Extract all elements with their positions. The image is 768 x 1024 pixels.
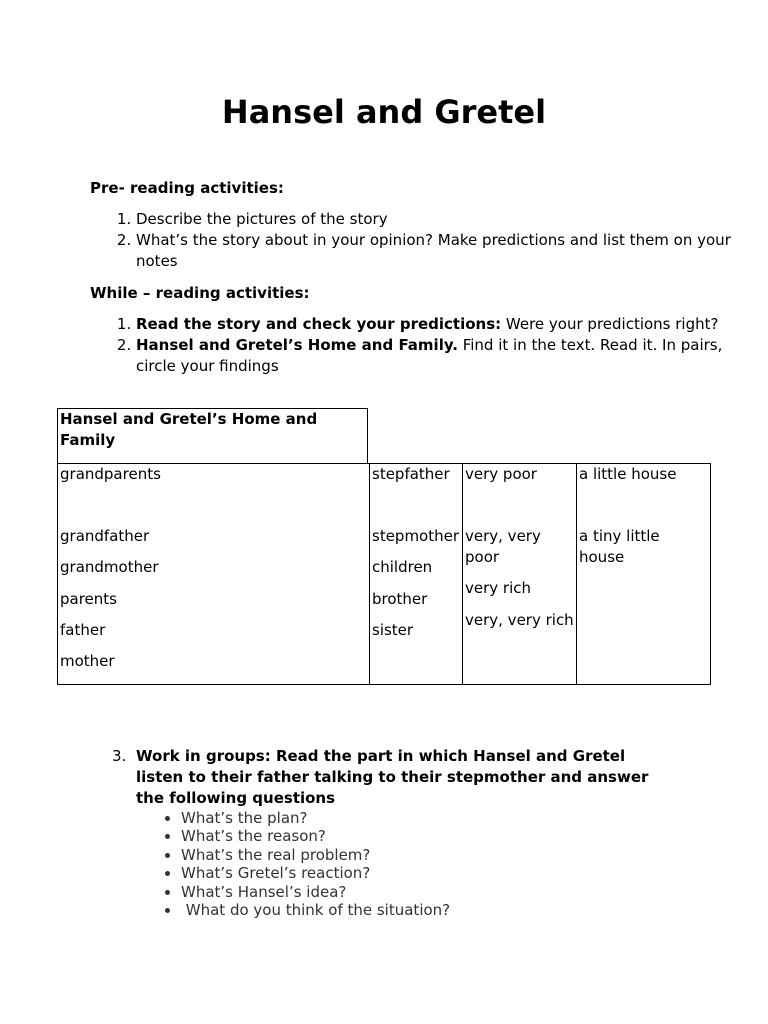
table-cell: grandmother bbox=[60, 558, 159, 576]
while-reading-item-bold: Read the story and check your predictions: bbox=[136, 315, 502, 333]
table-cell: children bbox=[372, 558, 433, 576]
while-reading-item-bold: Hansel and Gretel’s Home and Family. bbox=[136, 335, 458, 354]
table-column-wealth bbox=[462, 464, 576, 684]
table-cell: very poor bbox=[465, 465, 537, 483]
family-table-header: Hansel and Gretel’s Home and Family bbox=[57, 408, 368, 463]
group-work-instruction: Work in groups: Read the part in which Hansel and Gretel listen to their father talking to their stepmother and answer the following questions bbox=[136, 747, 649, 807]
group-work-number: 3. bbox=[112, 747, 127, 765]
pre-reading-item: 2. What’s the story about in your opinion? Make predictions and list them on your notes bbox=[136, 230, 736, 272]
table-cell: grandfather bbox=[60, 527, 150, 545]
table-column-home bbox=[576, 464, 710, 684]
table-cell: mother bbox=[60, 652, 115, 670]
table-cell: very, very poor bbox=[465, 527, 541, 566]
while-reading-item-text: Find it in the text. Read it. In pairs, circle your findings bbox=[136, 335, 723, 375]
question-item: • What’s Gretel’s reaction? bbox=[181, 864, 681, 882]
pre-reading-list bbox=[90, 209, 736, 271]
table-cell: parents bbox=[60, 590, 117, 608]
question-item: • What’s Hansel’s idea? bbox=[181, 883, 681, 901]
table-cell: grandparents bbox=[60, 465, 161, 483]
question-item: • What’s the reason? bbox=[181, 827, 681, 845]
question-item: • What do you think of the situation? bbox=[181, 901, 681, 919]
table-cell: a little house bbox=[579, 465, 677, 483]
table-cell: father bbox=[60, 621, 106, 639]
table-cell: sister bbox=[372, 621, 414, 639]
question-item: • What’s the real problem? bbox=[181, 846, 681, 864]
pre-reading-item: 1. Describe the pictures of the story bbox=[136, 209, 736, 230]
table-cell: very rich bbox=[465, 579, 532, 597]
question-list bbox=[136, 809, 681, 919]
while-reading-item bbox=[136, 335, 736, 377]
table-column-step-family bbox=[369, 464, 462, 684]
while-reading-list bbox=[90, 314, 736, 376]
while-reading-item bbox=[136, 314, 736, 335]
table-cell: a tiny little house bbox=[579, 527, 660, 566]
table-cell: very, very rich bbox=[465, 611, 574, 629]
family-table bbox=[57, 463, 711, 685]
table-cell: brother bbox=[372, 590, 428, 608]
while-reading-item-text: Were your predictions right? bbox=[501, 315, 719, 333]
pre-reading-heading: Pre- reading activities: bbox=[90, 179, 284, 197]
question-item: • What’s the plan? bbox=[181, 809, 681, 827]
table-column-family-members bbox=[58, 464, 369, 684]
table-cell: stepmother bbox=[372, 527, 460, 545]
table-cell: stepfather bbox=[372, 465, 450, 483]
while-reading-heading: While – reading activities: bbox=[90, 284, 310, 302]
page-title: Hansel and Gretel bbox=[221, 93, 547, 131]
